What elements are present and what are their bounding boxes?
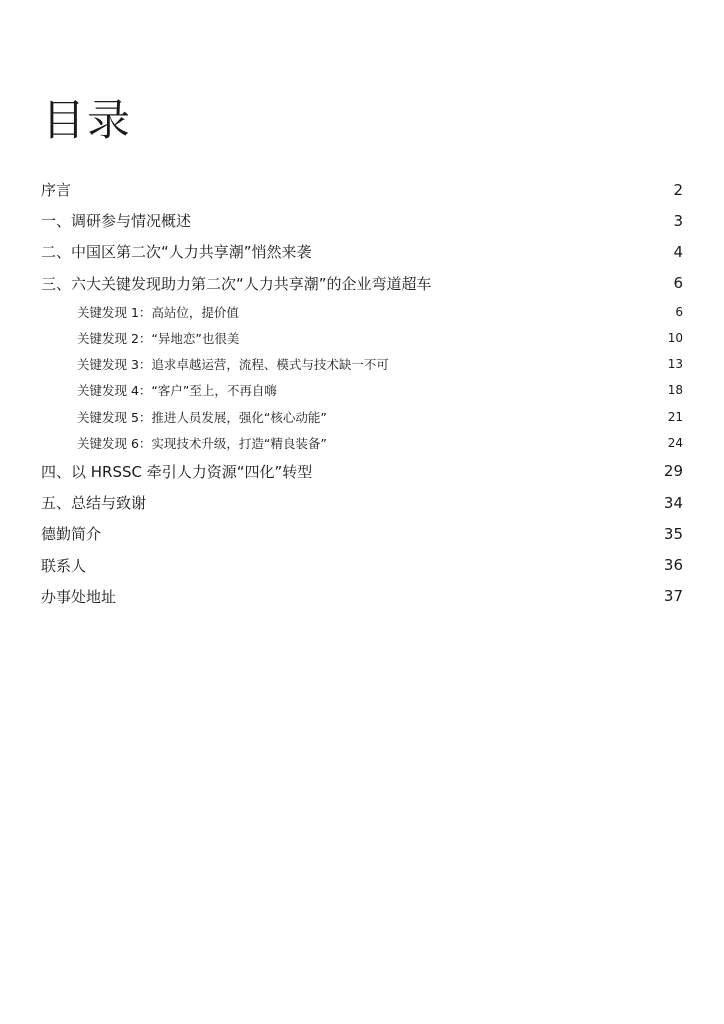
toc-entry-section-3[interactable] (0, 268, 724, 299)
toc-entry-label: 五、总结与致谢 (41, 494, 147, 513)
toc-subentry-finding-1[interactable] (0, 299, 724, 325)
toc-entry-page-number: 35 (663, 524, 683, 543)
toc-entry-page-number: 37 (663, 587, 683, 606)
toc-entry-section-4[interactable] (0, 456, 724, 487)
toc-entry-page-number: 6 (675, 304, 683, 319)
toc-entry-page-number: 34 (663, 493, 683, 512)
toc-entry-label: 四、以 HRSSC 牵引人力资源“四化”转型 (41, 462, 313, 481)
toc-entry-label: 三、六大关键发现助力第二次“人力共享潮”的企业弯道超车 (41, 274, 432, 293)
toc-entry-office-addresses[interactable] (0, 581, 724, 612)
page-title: 目录 (42, 96, 132, 146)
toc-subentry-finding-6[interactable] (0, 430, 724, 456)
toc-entry-contacts[interactable] (0, 549, 724, 580)
toc-entry-page-number: 2 (673, 180, 683, 199)
toc-entry-preface[interactable] (0, 174, 724, 205)
toc-entry-section-2[interactable] (0, 236, 724, 267)
toc-entry-label: 关键发现 6：实现技术升级，打造“精良装备” (77, 435, 327, 451)
toc-entry-section-1[interactable] (0, 205, 724, 236)
toc-entry-label: 序言 (41, 181, 72, 200)
toc-subentry-finding-4[interactable] (0, 377, 724, 403)
toc-entry-label: 联系人 (41, 556, 87, 575)
toc-subentry-finding-5[interactable] (0, 404, 724, 430)
toc-entry-about-deloitte[interactable] (0, 518, 724, 549)
toc-entry-page-number: 10 (667, 331, 683, 346)
table-of-contents (0, 174, 724, 612)
toc-subentry-finding-2[interactable] (0, 325, 724, 351)
toc-entry-label: 二、中国区第二次“人力共享潮”悄然来袭 (41, 243, 312, 262)
toc-entry-label: 关键发现 1：高站位，提价值 (77, 304, 239, 320)
toc-entry-page-number: 3 (673, 211, 683, 230)
toc-entry-page-number: 29 (663, 462, 683, 481)
toc-entry-label: 关键发现 4：“客户”至上，不再自嗨 (77, 383, 277, 399)
toc-entry-page-number: 36 (663, 556, 683, 575)
toc-subentry-finding-3[interactable] (0, 351, 724, 377)
toc-entry-label: 办事处地址 (41, 587, 117, 606)
toc-entry-label: 德勤简介 (41, 525, 102, 544)
toc-entry-label: 关键发现 5：推进人员发展，强化“核心动能” (77, 409, 327, 425)
toc-entry-page-number: 24 (667, 435, 683, 450)
toc-entry-label: 关键发现 2：“异地恋”也很美 (77, 331, 240, 347)
toc-entry-section-5[interactable] (0, 487, 724, 518)
toc-entry-page-number: 18 (667, 383, 683, 398)
toc-entry-page-number: 21 (667, 409, 683, 424)
toc-entry-label: 一、调研参与情况概述 (41, 212, 192, 231)
toc-entry-page-number: 4 (673, 242, 683, 261)
toc-entry-page-number: 13 (667, 357, 683, 372)
toc-entry-label: 关键发现 3：追求卓越运营，流程、模式与技术缺一不可 (77, 357, 389, 373)
toc-entry-page-number: 6 (673, 274, 683, 293)
